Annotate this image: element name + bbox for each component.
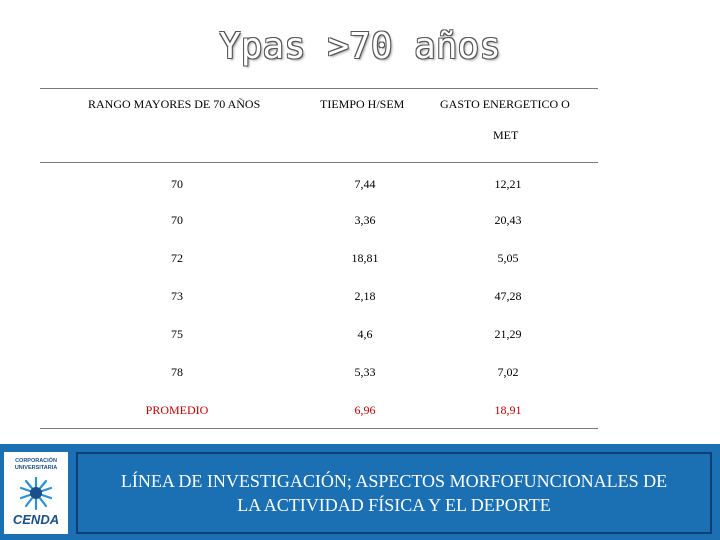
header-gasto: GASTO ENERGETICO O: [440, 97, 570, 111]
cell-tiempo: 2,18: [354, 289, 376, 303]
cell-gasto: 7,02: [497, 365, 519, 379]
cell-gasto: 21,29: [494, 327, 522, 341]
cell-age: 73: [171, 289, 183, 303]
cell-gasto: 12,21: [494, 177, 522, 191]
sun-emblem-icon: [18, 476, 54, 510]
cell-gasto: 20,43: [494, 213, 522, 227]
banner-text: [121, 469, 667, 517]
summary-tiempo: 6,96: [354, 403, 376, 417]
cell-tiempo: 7,44: [354, 177, 376, 191]
header-tiempo: TIEMPO H/SEM: [320, 97, 405, 111]
banner-line-2: LA ACTIVIDAD FÍSICA Y EL DEPORTE: [237, 495, 551, 515]
logo-line-1: CORPORACIÓN: [15, 458, 57, 464]
slide-title: Ypas >70 años: [219, 26, 501, 67]
logo-name: CENDA: [12, 512, 60, 527]
header-rango: RANGO MAYORES DE 70 AÑOS: [88, 97, 261, 111]
logo-line-2: UNIVERSITARIA: [14, 465, 58, 471]
cell-gasto: 5,05: [497, 251, 519, 265]
cell-age: 70: [171, 213, 183, 227]
cell-age: 75: [171, 327, 183, 341]
table-top-rule: [40, 88, 598, 89]
cenda-logo: [4, 452, 68, 534]
cell-tiempo: 3,36: [354, 213, 376, 227]
research-line-banner: [76, 452, 712, 534]
table-header-rule: [40, 162, 598, 163]
cell-tiempo: 4,6: [357, 327, 373, 341]
summary-label: PROMEDIO: [145, 403, 209, 417]
cell-tiempo: 18,81: [351, 251, 379, 265]
banner-line-1: LÍNEA DE INVESTIGACIÓN; ASPECTOS MORFOFUNCIONALES DE: [120, 471, 668, 491]
cell-gasto: 47,28: [494, 289, 522, 303]
logo-caption: [4, 458, 68, 472]
table-bottom-rule: [40, 428, 598, 429]
summary-gasto: 18,91: [494, 403, 522, 417]
cell-age: 78: [171, 365, 183, 379]
cell-tiempo: 5,33: [354, 365, 376, 379]
header-met: MET: [493, 128, 519, 142]
cell-age: 72: [171, 251, 183, 265]
cell-age: 70: [171, 177, 183, 191]
